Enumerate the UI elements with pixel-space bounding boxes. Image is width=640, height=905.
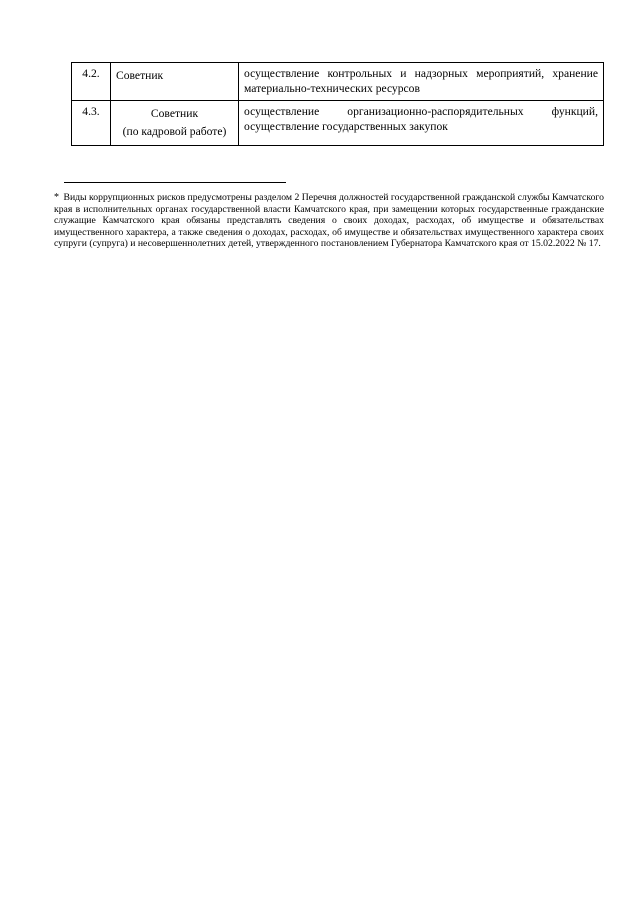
position-cell [111,101,239,146]
table-row [72,63,604,101]
functions-cell: осуществление контрольных и надзорных мероприятий, хранение материально-технических ресурсов [239,63,604,101]
positions-table [71,62,604,146]
footnote [54,192,604,250]
position-title: Советник [150,107,199,120]
position-title: Советник [116,69,164,82]
table-row [72,101,604,146]
position-subtitle: (по кадровой работе) [122,125,227,138]
position-cell [111,63,239,101]
footnote-marker: * [54,192,59,203]
footnote-text: Виды коррупционных рисков предусмотрены разделом 2 Перечня должностей государственной гражданской службы Камчатского края в исполнительных органах государственной власти Камчатского края, при замещении которых государственные гражданские служащие Камчатского края обязаны представлять сведения о своих доходах, расходах, об имуществе и обязательствах имущественного характера, а также сведения о доходах, расходах, об имуществе и обязательствах имущественного характера своих супруги (супруга) и несовершеннолетних детей, утвержденного постановлением Губернатора Камчатского края от 15.02.2022 № 17. [54,192,604,250]
footnote-separator [64,182,286,183]
row-number-cell: 4.2. [72,63,111,101]
row-number-cell: 4.3. [72,101,111,146]
functions-cell: осуществление организационно-распорядительных функций, осуществление государственных закупок [239,101,604,146]
